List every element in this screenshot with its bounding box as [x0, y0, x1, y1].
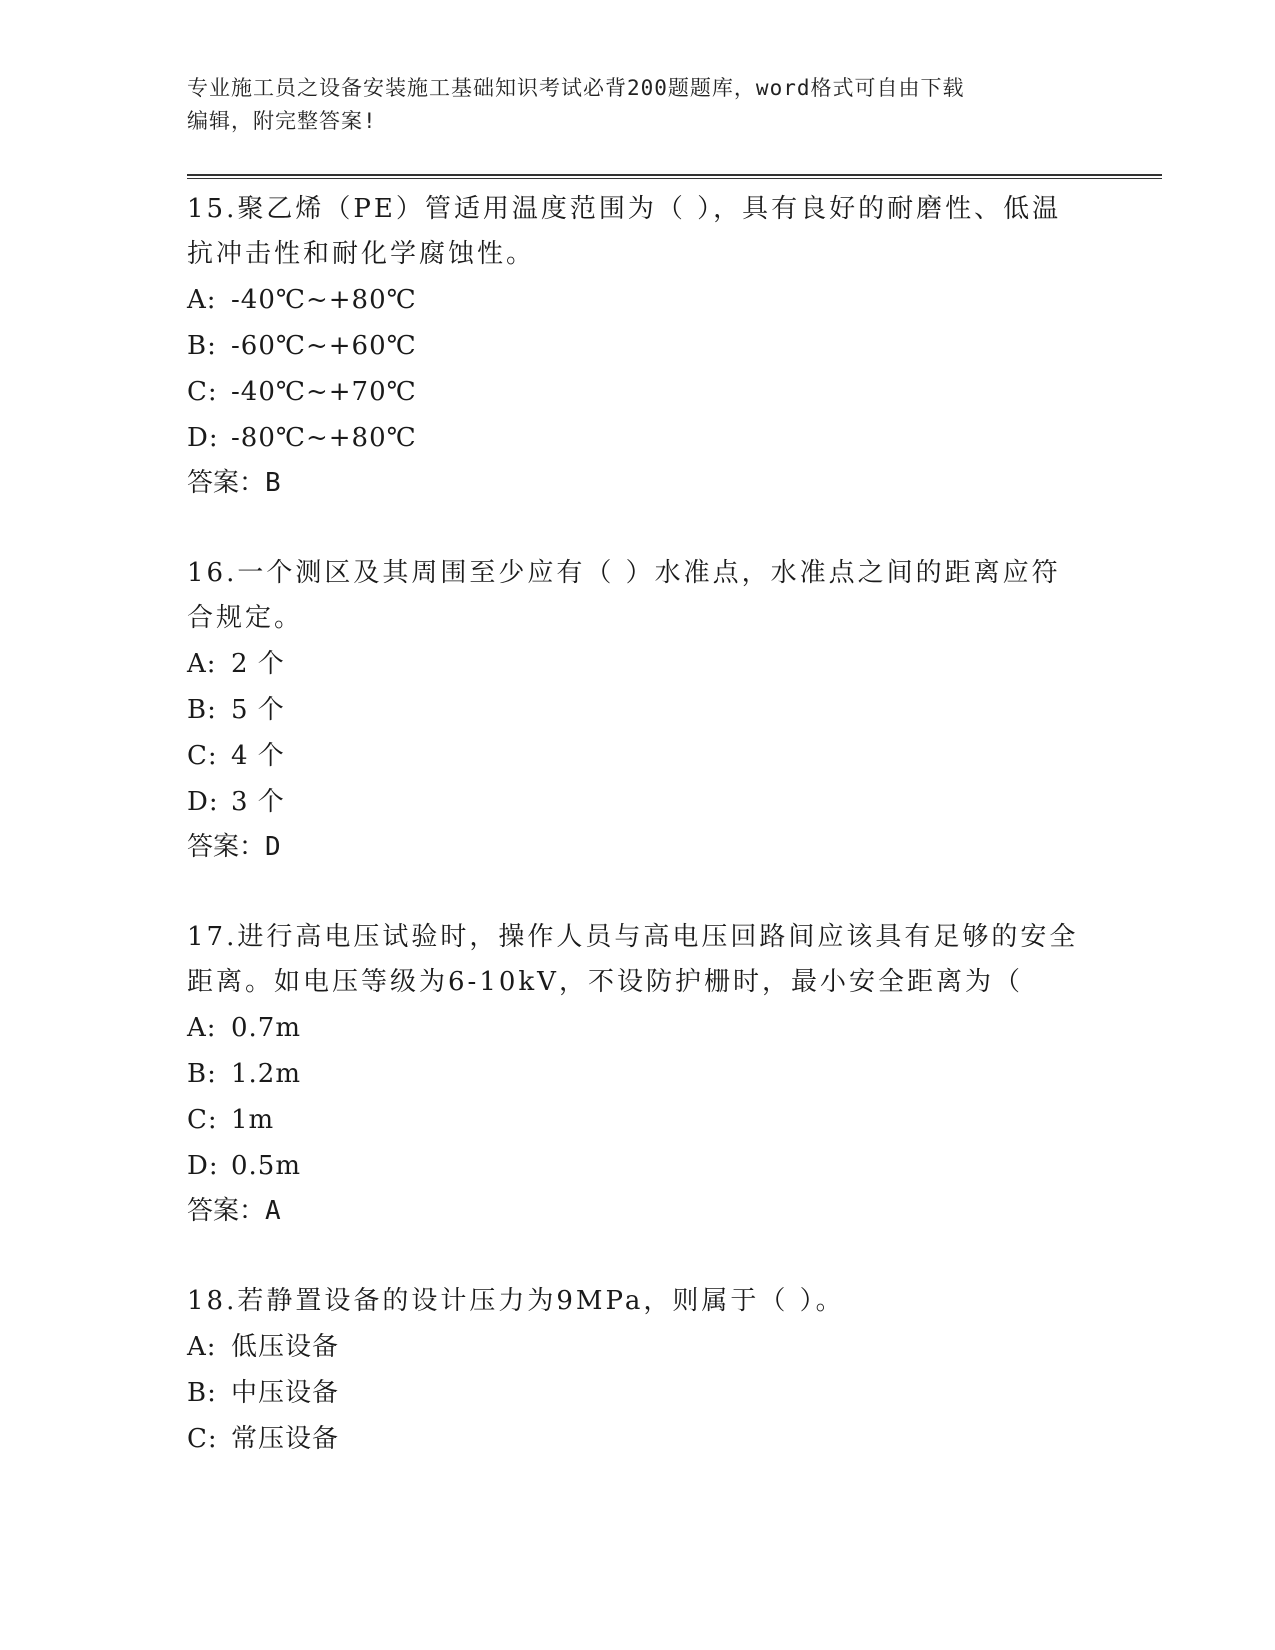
- option-key: D:: [187, 1151, 219, 1181]
- option-c: [187, 733, 1162, 779]
- option-key: C:: [187, 741, 218, 771]
- option-a: [187, 277, 1162, 323]
- option-text: 4 个: [231, 741, 285, 771]
- option-key: A:: [187, 1013, 217, 1043]
- option-text: 1.2m: [231, 1059, 302, 1089]
- option-key: A:: [187, 285, 217, 315]
- option-key: B:: [187, 1378, 217, 1408]
- option-c: [187, 1416, 1162, 1462]
- option-b: [187, 1370, 1162, 1416]
- question-stem-line: 15.聚乙烯（PE）管适用温度范围为（ ），具有良好的耐磨性、低温: [187, 194, 1062, 224]
- option-a: [187, 641, 1162, 687]
- option-key: C:: [187, 1424, 218, 1454]
- question-15: [187, 187, 1162, 505]
- question-stem-line: 合规定。: [187, 603, 304, 633]
- question-stem-line: 距离。如电压等级为6-10kV，不设防护栅时，最小安全距离为（: [187, 967, 1023, 997]
- option-text: 2 个: [231, 649, 285, 679]
- question-18: [187, 1279, 1162, 1462]
- option-text: -80℃~+80℃: [231, 423, 417, 453]
- option-text: 低压设备: [231, 1332, 340, 1362]
- option-b: [187, 1051, 1162, 1097]
- header-line-2: 编辑，附完整答案!: [187, 109, 377, 133]
- header-line-1: 专业施工员之设备安装施工基础知识考试必背200题题库，word格式可自由下载: [187, 76, 965, 100]
- option-key: D:: [187, 423, 219, 453]
- question-list: [187, 187, 1162, 1462]
- option-key: C:: [187, 1105, 218, 1135]
- question-stem-line: 抗冲击性和耐化学腐蚀性。: [187, 239, 536, 269]
- option-text: 0.7m: [231, 1013, 302, 1043]
- option-key: A:: [187, 649, 217, 679]
- option-c: [187, 1097, 1162, 1143]
- option-text: 中压设备: [231, 1378, 340, 1408]
- question-16: [187, 551, 1162, 869]
- document-header: [187, 72, 1162, 138]
- option-text: -60℃~+60℃: [231, 331, 417, 361]
- option-a: [187, 1005, 1162, 1051]
- option-text: 5 个: [231, 695, 285, 725]
- option-a: [187, 1324, 1162, 1370]
- answer-line: 答案：A: [187, 1196, 281, 1226]
- option-b: [187, 687, 1162, 733]
- option-text: 0.5m: [231, 1151, 302, 1181]
- question-17: [187, 915, 1162, 1233]
- option-text: -40℃~+70℃: [231, 377, 417, 407]
- option-d: [187, 1143, 1162, 1189]
- question-stem-line: 17.进行高电压试验时，操作人员与高电压回路间应该具有足够的安全: [187, 922, 1079, 952]
- question-stem-line: 16.一个测区及其周围至少应有（ ）水准点，水准点之间的距离应符: [187, 558, 1061, 588]
- option-key: A:: [187, 1332, 217, 1362]
- option-key: B:: [187, 331, 217, 361]
- option-key: C:: [187, 377, 218, 407]
- option-d: [187, 779, 1162, 825]
- option-text: 常压设备: [231, 1424, 340, 1454]
- answer-line: 答案：B: [187, 468, 281, 498]
- answer-line: 答案：D: [187, 832, 281, 862]
- option-text: 3 个: [231, 787, 285, 817]
- document-page: [187, 72, 1162, 1508]
- option-d: [187, 415, 1162, 461]
- option-key: B:: [187, 1059, 217, 1089]
- option-b: [187, 323, 1162, 369]
- option-text: 1m: [231, 1105, 275, 1135]
- question-stem-line: 18.若静置设备的设计压力为9MPa，则属于（ ）。: [187, 1286, 845, 1316]
- option-key: D:: [187, 787, 219, 817]
- option-key: B:: [187, 695, 217, 725]
- option-c: [187, 369, 1162, 415]
- header-divider: [187, 174, 1162, 179]
- option-text: -40℃~+80℃: [231, 285, 417, 315]
